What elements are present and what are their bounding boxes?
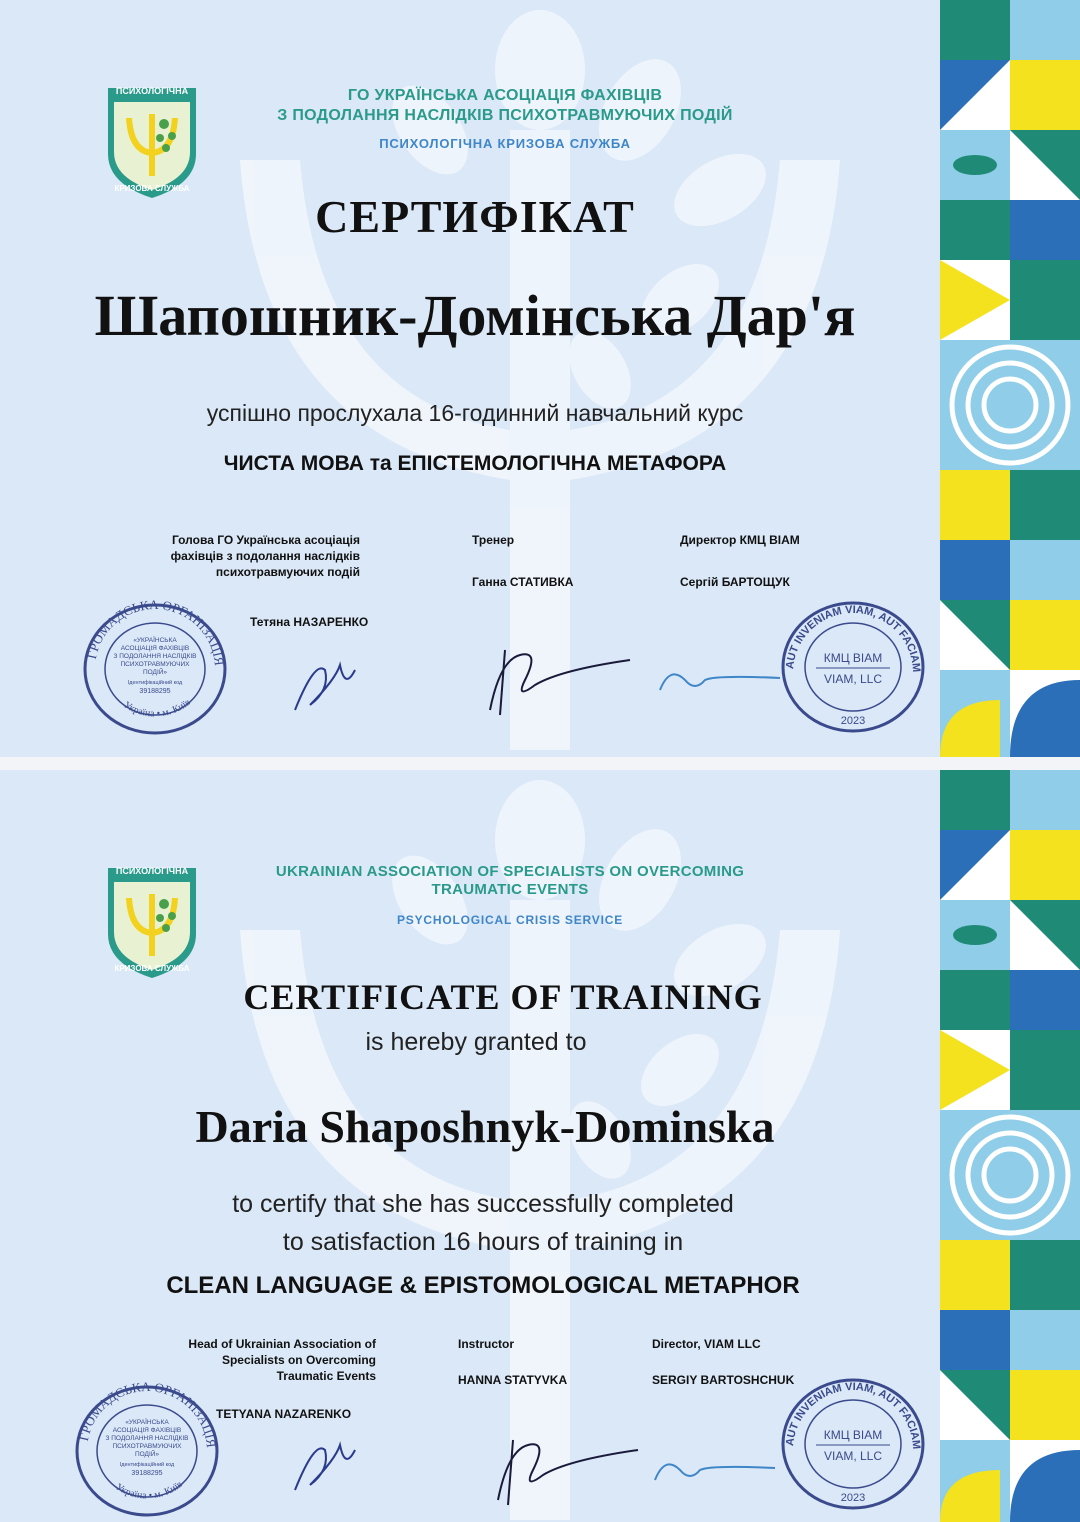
director-name: SERGIY BARTOSHCHUK	[652, 1373, 795, 1387]
psi-tree-icon	[104, 864, 200, 980]
svg-text:ПСИХОТРАВМУЮЧИХ: ПСИХОТРАВМУЮЧИХ	[120, 661, 190, 668]
org-line-2: З ПОДОЛАННЯ НАСЛІДКІВ ПСИХОТРАВМУЮЧИХ ПОДІЙ	[277, 107, 733, 124]
svg-text:Ідентифікаційний код: Ідентифікаційний код	[127, 680, 183, 686]
head-signature	[285, 650, 365, 720]
organization-header	[190, 86, 820, 151]
organization-stamp	[80, 600, 230, 738]
svg-text:З ПОДОЛАННЯ НАСЛІДКІВ: З ПОДОЛАННЯ НАСЛІДКІВ	[113, 653, 197, 660]
course-title: ЧИСТА МОВА та ЕПІСТЕМОЛОГІЧНА МЕТАФОРА	[223, 452, 727, 475]
svg-text:АСОЦІАЦІЯ ФАХІВЦІВ: АСОЦІАЦІЯ ФАХІВЦІВ	[120, 645, 190, 652]
certificate-ukrainian	[0, 0, 1080, 757]
svg-text:ГРОМАДСЬКА ОРГАНІЗАЦІЯ: ГРОМАДСЬКА ОРГАНІЗАЦІЯ	[75, 1382, 219, 1449]
svg-text:Україна • м. Київ: Україна • м. Київ	[121, 696, 193, 720]
trainer-role: Instructor	[458, 1337, 515, 1351]
organization-header	[200, 863, 820, 927]
completion-text: успішно прослухала 16-годинний навчальний курс	[206, 400, 744, 426]
svg-text:AUT INVENIAM VIAM, AUT FACIAM: AUT INVENIAM VIAM, AUT FACIAM	[784, 603, 923, 673]
logo-top-text: ПСИХОЛОГІЧНА	[115, 86, 189, 96]
head-role: Head of Ukrainian Association of Specialists on Overcoming Traumatic Events	[188, 1337, 376, 1383]
svg-text:ПОДІЙ»: ПОДІЙ»	[142, 669, 168, 676]
svg-text:КМЦ ВІАМ: КМЦ ВІАМ	[823, 651, 883, 665]
org-line-1: ГО УКРАЇНСЬКА АСОЦІАЦІЯ ФАХІВЦІВ	[347, 87, 663, 104]
geometric-pattern-strip	[940, 0, 1080, 757]
head-name: TETYANA NAZARENKO	[216, 1407, 352, 1421]
head-role: Голова ГО Українська асоціація фахівців з подолання наслідків психотравмуючих подій	[170, 533, 360, 579]
trainer-name: Ганна СТАТИВКА	[472, 575, 574, 589]
psi-tree-icon	[104, 84, 200, 200]
org-subtitle: ПСИХОЛОГІЧНА КРИЗОВА СЛУЖБА	[379, 136, 631, 151]
svg-text:ГРОМАДСЬКА ОРГАНІЗАЦІЯ: ГРОМАДСЬКА ОРГАНІЗАЦІЯ	[83, 600, 227, 667]
svg-text:2023: 2023	[840, 715, 866, 727]
head-signature	[285, 1430, 365, 1500]
svg-text:АСОЦІАЦІЯ ФАХІВЦІВ: АСОЦІАЦІЯ ФАХІВЦІВ	[112, 1427, 182, 1434]
director-role: Director, VIAM LLC	[652, 1337, 761, 1351]
svg-text:AUT INVENIAM VIAM, AUT FACIAM: AUT INVENIAM VIAM, AUT FACIAM	[784, 1380, 923, 1450]
svg-text:39188295: 39188295	[131, 1470, 163, 1477]
svg-text:КМЦ ВІАМ: КМЦ ВІАМ	[823, 1428, 883, 1442]
svg-text:VIAM, LLC: VIAM, LLC	[823, 1449, 883, 1463]
director-signature	[650, 1450, 780, 1490]
certificate-title: СЕРТИФІКАТ	[315, 191, 635, 242]
trainer-name: HANNA STATYVKA	[458, 1373, 568, 1387]
certify-line-2: to satisfaction 16 hours of training in	[282, 1228, 684, 1256]
certify-line-1: to certify that she has successfully completed	[232, 1190, 734, 1218]
viam-stamp	[778, 598, 928, 736]
trainer-signature	[480, 640, 640, 720]
course-title: CLEAN LANGUAGE & EPISTOMOLOGICAL METAPHOR	[166, 1272, 800, 1299]
svg-text:«УКРАЇНСЬКА: «УКРАЇНСЬКА	[125, 1419, 169, 1426]
recipient-name: Шапошник-Домінська Дар'я	[94, 283, 856, 348]
granted-text: is hereby granted to	[365, 1028, 587, 1056]
svg-text:ПОДІЙ»: ПОДІЙ»	[134, 1451, 160, 1458]
head-name: Тетяна НАЗАРЕНКО	[250, 615, 369, 629]
organization-stamp	[72, 1382, 222, 1520]
certificate-title: CERTIFICATE OF TRAINING	[243, 977, 763, 1017]
director-name: Сергій БАРТОЩУК	[680, 575, 790, 589]
svg-text:39188295: 39188295	[139, 688, 171, 695]
org-line-2: TRAUMATIC EVENTS	[431, 881, 589, 898]
svg-text:«УКРАЇНСЬКА: «УКРАЇНСЬКА	[133, 637, 177, 644]
svg-text:ПСИХОТРАВМУЮЧИХ: ПСИХОТРАВМУЮЧИХ	[112, 1443, 182, 1450]
recipient-name: Daria Shaposhnyk-Dominska	[195, 1101, 775, 1152]
org-subtitle: PSYCHOLOGICAL CRISIS SERVICE	[397, 913, 623, 927]
trainer-signature	[488, 1430, 648, 1510]
director-signature	[655, 660, 785, 700]
svg-text:Україна • м. Київ: Україна • м. Київ	[113, 1478, 185, 1502]
org-line-1: UKRAINIAN ASSOCIATION OF SPECIALISTS ON OVERCOMING	[275, 863, 745, 880]
director-role: Директор КМЦ ВІАМ	[680, 533, 800, 547]
svg-text:З ПОДОЛАННЯ НАСЛІДКІВ: З ПОДОЛАННЯ НАСЛІДКІВ	[105, 1435, 189, 1442]
svg-text:Ідентифікаційний код: Ідентифікаційний код	[119, 1462, 175, 1468]
trainer-role: Тренер	[472, 533, 515, 547]
logo-bottom-text: КРИЗОВА СЛУЖБА	[114, 964, 190, 973]
svg-text:VIAM, LLC: VIAM, LLC	[823, 672, 883, 686]
logo-top-text: ПСИХОЛОГІЧНА	[115, 866, 189, 876]
logo-bottom-text: КРИЗОВА СЛУЖБА	[114, 184, 190, 193]
svg-text:2023: 2023	[840, 1492, 866, 1504]
certificate-english	[0, 770, 1080, 1522]
viam-stamp	[778, 1375, 928, 1513]
